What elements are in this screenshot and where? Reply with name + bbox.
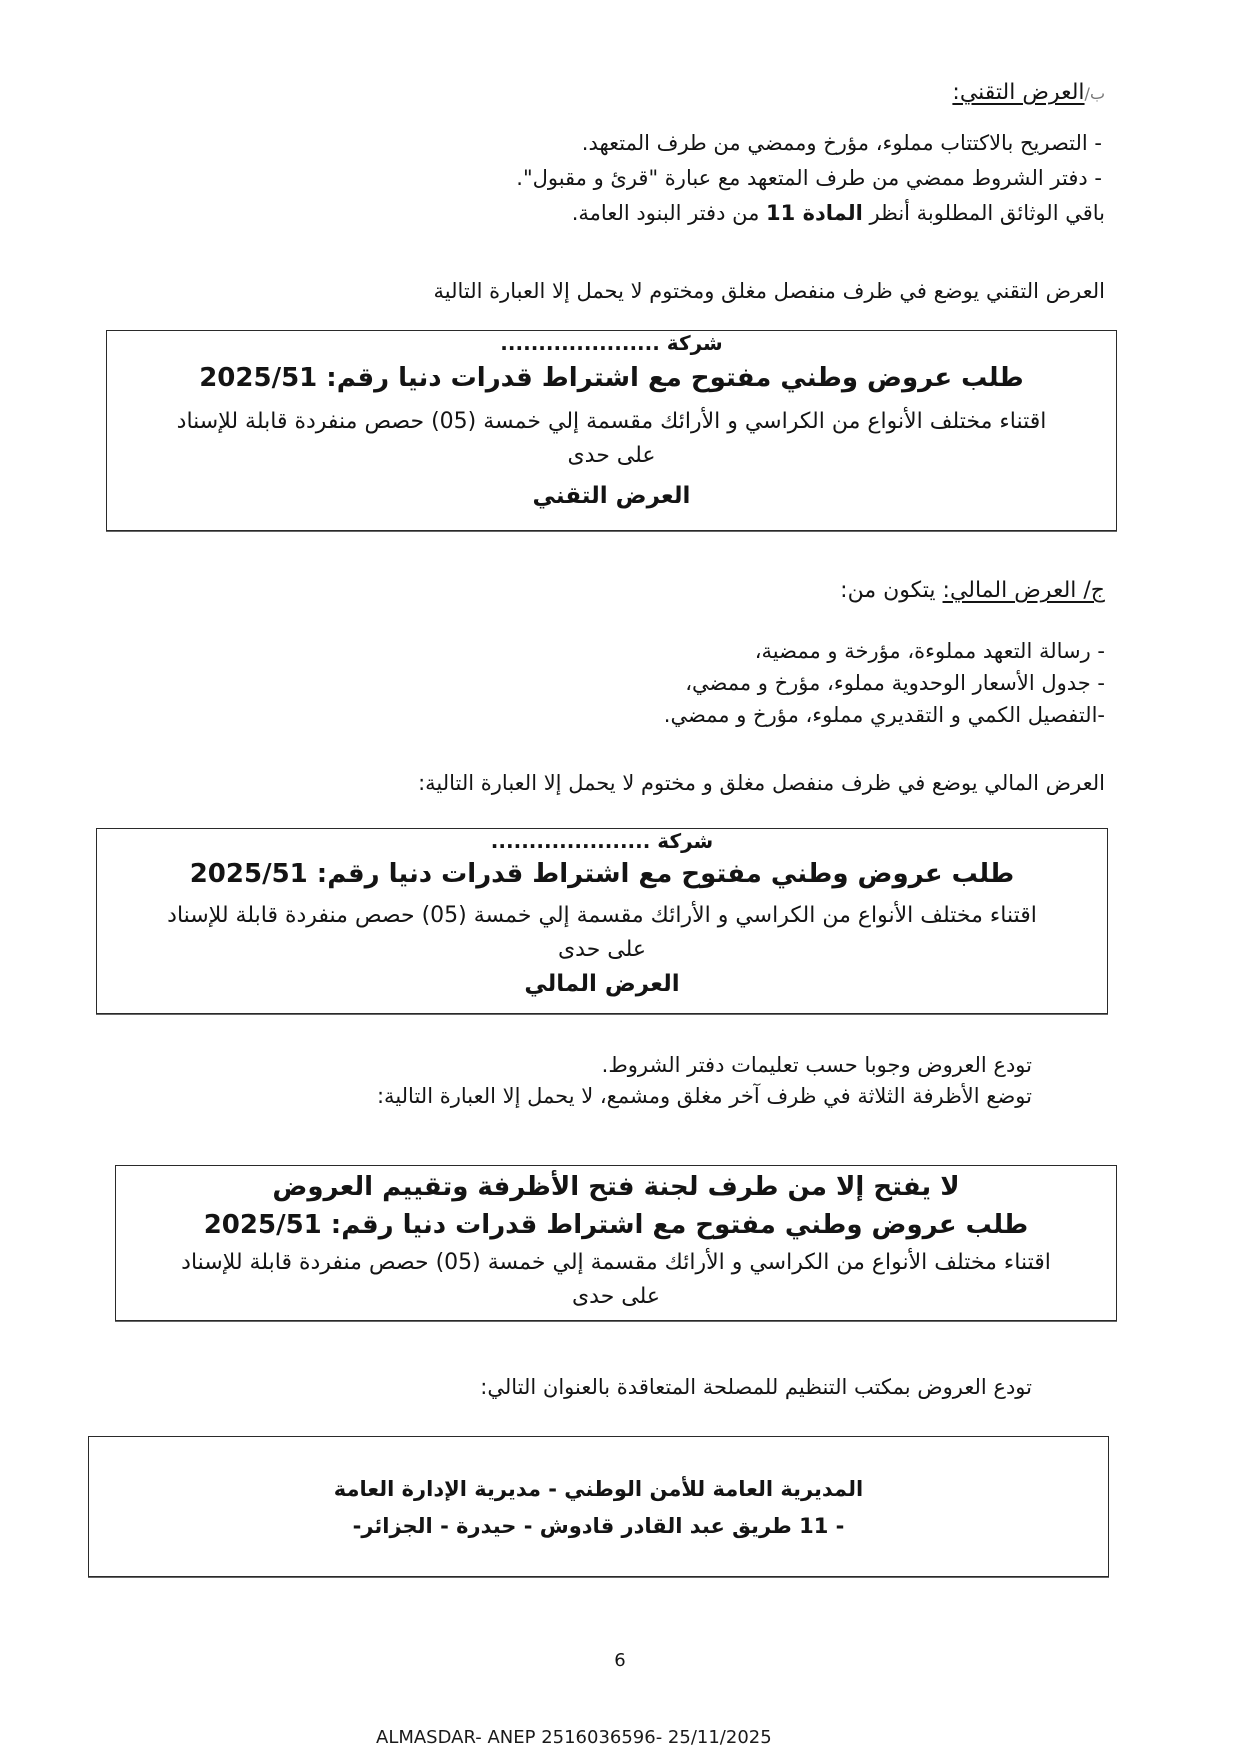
section-c-heading [840, 576, 1105, 606]
section-c-item-1: - رسالة التعهد مملوءة، مؤرخة و ممضية، [754, 639, 1105, 663]
tender-title: طلب عروض وطني مفتوح مع اشتراط قدرات دنيا رقم: 2025/51 [203, 1210, 1029, 1240]
tender-description-line1: اقتناء مختلف الأنواع من الكراسي و الأرائك مقسمة إلي خمسة (05) حصص منفردة قابلة للإسناد [167, 903, 1037, 928]
section-b-item-1: - التصريح بالاكتتاب مملوء، مؤرخ وممضي من طرف المتعهد. [581, 131, 1102, 155]
section-b-prefix: ب/ [1084, 84, 1105, 103]
tender-description-line1: اقتناء مختلف الأنواع من الكراسي و الأرائك مقسمة إلي خمسة (05) حصص منفردة قابلة للإسناد [176, 409, 1047, 434]
deposit-line-2: توضع الأظرفة الثلاثة في ظرف آخر مغلق ومشمع، لا يحمل إلا العبارة التالية: [376, 1084, 1032, 1108]
tender-title: طلب عروض وطني مفتوح مع اشتراط قدرات دنيا رقم: 2025/51 [199, 363, 1024, 393]
section-b-envelope-instruction: العرض التقني يوضع في ظرف منفصل مغلق ومختوم لا يحمل إلا العبارة التالية [433, 279, 1105, 303]
address-line-2: - 11 طريق عبد القادر قادوش - حيدرة - الجزائر- [352, 1514, 845, 1538]
outer-envelope-label-box [115, 1165, 1117, 1321]
offer-type-label: العرض التقني [532, 483, 691, 509]
tender-description-line1: اقتناء مختلف الأنواع من الكراسي و الأرائك مقسمة إلي خمسة (05) حصص منفردة قابلة للإسناد [181, 1250, 1051, 1275]
section-b-remaining-docs [572, 198, 1105, 228]
section-b-title: العرض التقني: [952, 80, 1085, 105]
section-c-envelope-instruction: العرض المالي يوضع في ظرف منفصل مغلق و مختوم لا يحمل إلا العبارة التالية: [418, 771, 1105, 795]
publication-footer: ALMASDAR- ANEP 2516036596- 25/11/2025 [376, 1727, 772, 1748]
address-box [88, 1436, 1109, 1577]
page-number: 6 [614, 1650, 626, 1671]
section-b-item-2: - دفتر الشروط ممضي من طرف المتعهد مع عبارة "قرئ و مقبول". [516, 166, 1102, 190]
address-intro: تودع العروض بمكتب التنظيم للمصلحة المتعاقدة بالعنوان التالي: [480, 1375, 1032, 1399]
section-c-suffix: يتكون من: [840, 578, 943, 603]
section-c-item-3: -التفصيل الكمي و التقديري مملوء، مؤرخ و ممضي. [663, 703, 1105, 727]
section-c-title: ج/ العرض المالي: [942, 578, 1105, 603]
tender-description-line2: على حدى [557, 937, 647, 962]
offer-type-label: العرض المالي [524, 971, 680, 997]
tender-description-line2: على حدى [567, 443, 656, 468]
remaining-docs-after: من دفتر البنود العامة. [571, 201, 767, 225]
tender-title: طلب عروض وطني مفتوح مع اشتراط قدرات دنيا رقم: 2025/51 [189, 859, 1015, 889]
technical-offer-label-box [106, 330, 1117, 531]
financial-offer-label-box [96, 828, 1108, 1014]
remaining-docs-article: المادة 11 [766, 201, 863, 225]
section-b-heading [952, 78, 1105, 109]
tender-description-line2: على حدى [571, 1284, 661, 1309]
deposit-line-1: تودع العروض وجوبا حسب تعليمات دفتر الشروط. [601, 1053, 1032, 1077]
company-placeholder: شركة ..................... [500, 331, 723, 355]
section-c-item-2: - جدول الأسعار الوحدوية مملوء، مؤرخ و ممضي، [685, 671, 1105, 695]
company-placeholder: شركة ..................... [490, 829, 714, 853]
remaining-docs-before: باقي الوثائق المطلوبة أنظر [862, 201, 1105, 225]
opening-committee-notice: لا يفتح إلا من طرف لجنة فتح الأظرفة وتقييم العروض [272, 1172, 960, 1202]
address-line-1: المديرية العامة للأمن الوطني - مديرية الإدارة العامة [333, 1477, 864, 1501]
